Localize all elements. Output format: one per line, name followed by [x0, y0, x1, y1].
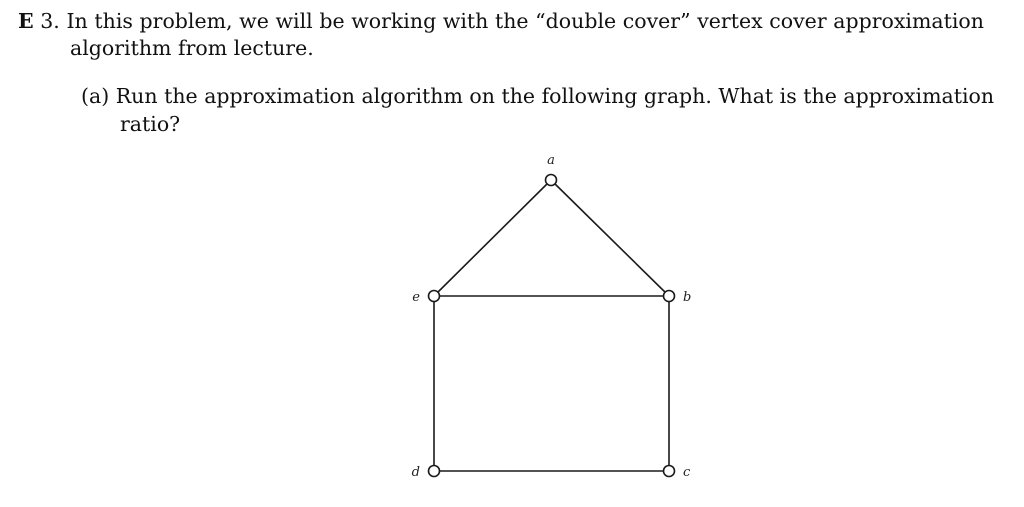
vertex-d — [429, 466, 440, 477]
graph-edges — [434, 180, 669, 471]
problem-marker: E — [18, 9, 34, 33]
vertex-label-a: a — [547, 153, 555, 168]
vertex-e — [429, 291, 440, 302]
problem-number: 3. — [40, 9, 60, 33]
vertex-a — [546, 175, 557, 186]
edge-a-b — [551, 180, 669, 296]
vertex-label-e: e — [412, 290, 420, 305]
problem-text-line-2: algorithm from lecture. — [70, 36, 314, 60]
edge-a-e — [434, 180, 551, 296]
vertex-label-d: d — [411, 465, 420, 480]
vertex-c — [664, 466, 675, 477]
part-a-text-line-1: Run the approximation algorithm on the following graph. What is the approximation — [115, 84, 995, 108]
problem-text-line-1: In this problem, we will be working with the “double cover” vertex cover approximation — [66, 9, 984, 33]
vertex-b — [664, 291, 675, 302]
vertex-label-b: b — [683, 290, 692, 305]
vertex-label-c: c — [683, 465, 691, 480]
part-a-text-line-2: ratio? — [120, 112, 181, 136]
graph-vertex-labels — [412, 153, 692, 480]
graph-vertices — [429, 175, 675, 477]
part-a-label: (a) — [81, 84, 110, 108]
